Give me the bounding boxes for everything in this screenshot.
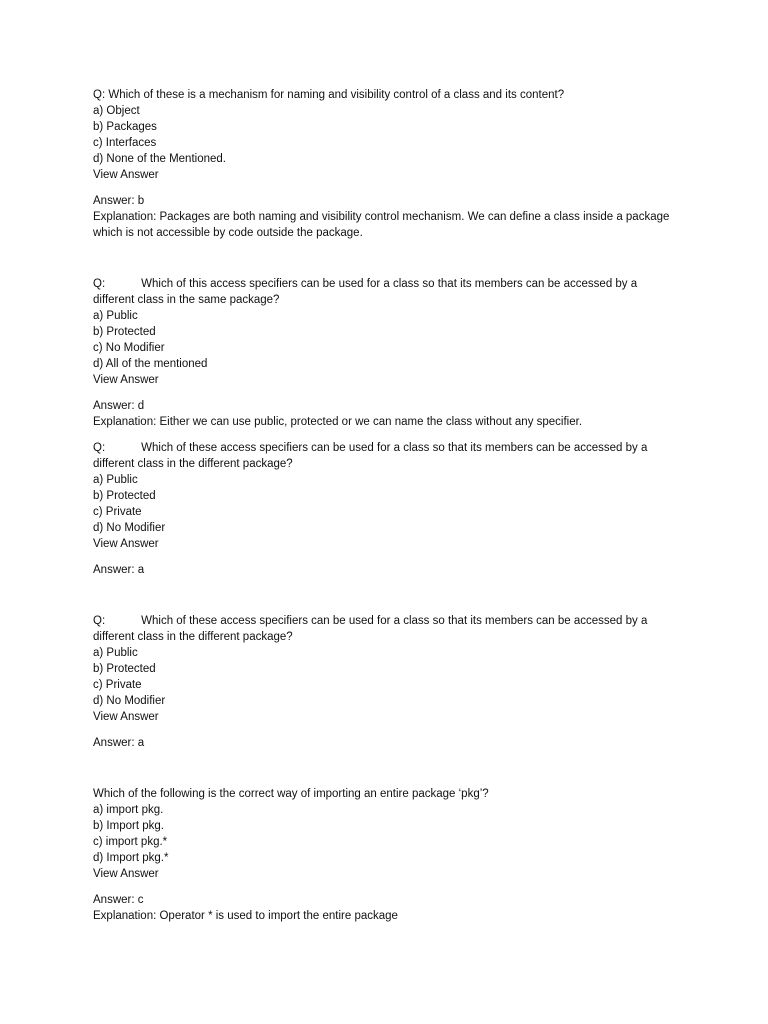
question-block-2	[93, 276, 693, 430]
question-line	[93, 440, 693, 456]
option-b: b) Protected	[93, 490, 156, 502]
question-block-4	[93, 613, 693, 751]
option-d: d) Import pkg.*	[93, 852, 169, 864]
view-answer-link[interactable]: View Answer	[93, 538, 159, 550]
option-c: c) No Modifier	[93, 342, 165, 354]
question-text-line-1: Which of this access specifiers can be used for a class so that its members can be accessed by a	[141, 278, 638, 290]
option-a: a) Public	[93, 310, 138, 322]
option-c: c) Private	[93, 506, 142, 518]
option-d: d) None of the Mentioned.	[93, 153, 226, 165]
option-a: a) import pkg.	[93, 804, 164, 816]
question-line	[93, 87, 693, 103]
question-text-line-2: different class in the different package?	[93, 631, 293, 643]
option-d: d) No Modifier	[93, 522, 166, 534]
explanation-line-2: which is not accessible by code outside the package.	[93, 227, 363, 239]
question-block-1	[93, 87, 693, 241]
question-line	[93, 613, 693, 629]
answer-text: Answer: c	[93, 894, 144, 906]
answer-text: Answer: a	[93, 737, 145, 749]
question-line	[93, 276, 693, 292]
view-answer-link[interactable]: View Answer	[93, 169, 159, 181]
question-prefix: Q:	[93, 89, 106, 101]
option-d: d) All of the mentioned	[93, 358, 208, 370]
question-text-line-2: different class in the same package?	[93, 294, 280, 306]
explanation-line-1: Explanation: Operator * is used to import the entire package	[93, 910, 398, 922]
option-a: a) Public	[93, 474, 138, 486]
option-a: a) Public	[93, 647, 138, 659]
question-text-line-1: Which of these access specifiers can be used for a class so that its members can be accessed by a	[141, 615, 648, 627]
question-prefix: Q:	[93, 615, 106, 627]
option-b: b) Protected	[93, 326, 156, 338]
view-answer-link[interactable]: View Answer	[93, 711, 159, 723]
question-text: Which of the following is the correct way of importing an entire package ‘pkg’?	[93, 788, 489, 800]
question-prefix: Q:	[93, 442, 106, 454]
option-b: b) Import pkg.	[93, 820, 164, 832]
explanation-line-1: Explanation: Packages are both naming and visibility control mechanism. We can define a class inside a package	[93, 211, 670, 223]
question-block-5	[93, 786, 693, 924]
explanation-line-1: Explanation: Either we can use public, protected or we can name the class without any specifier.	[93, 416, 583, 428]
view-answer-link[interactable]: View Answer	[93, 868, 159, 880]
question-text-line-1: Which of these access specifiers can be used for a class so that its members can be accessed by a	[141, 442, 648, 454]
option-d: d) No Modifier	[93, 695, 166, 707]
option-b: b) Protected	[93, 663, 156, 675]
option-c: c) Interfaces	[93, 137, 157, 149]
answer-text: Answer: a	[93, 564, 145, 576]
answer-text: Answer: b	[93, 195, 145, 207]
question-text: Which of these is a mechanism for naming and visibility control of a class and its content?	[108, 89, 565, 101]
answer-text: Answer: d	[93, 400, 145, 412]
question-prefix: Q:	[93, 278, 106, 290]
option-b: b) Packages	[93, 121, 157, 133]
question-text-line-2: different class in the different package?	[93, 458, 293, 470]
option-a: a) Object	[93, 105, 140, 117]
view-answer-link[interactable]: View Answer	[93, 374, 159, 386]
option-c: c) Private	[93, 679, 142, 691]
option-c: c) import pkg.*	[93, 836, 168, 848]
question-block-3	[93, 440, 693, 578]
